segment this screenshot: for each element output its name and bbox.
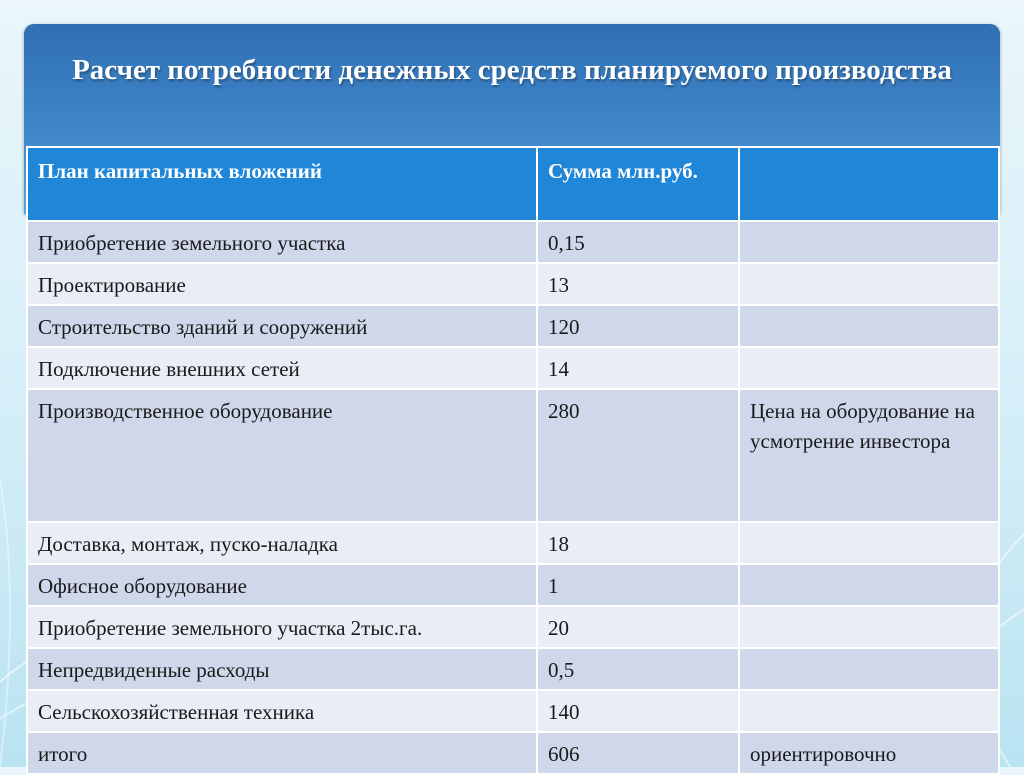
table-row <box>27 389 999 522</box>
row-sum: 1 <box>537 564 739 606</box>
row-note <box>739 564 999 606</box>
table-row <box>27 564 999 606</box>
row-item: Непредвиденные расходы <box>27 648 537 690</box>
row-item: Проектирование <box>27 263 537 305</box>
table-row-total <box>27 732 999 774</box>
row-sum: 14 <box>537 347 739 389</box>
row-item: Производственное оборудование <box>27 389 537 522</box>
row-note <box>739 347 999 389</box>
row-note <box>739 305 999 347</box>
row-item: Доставка, монтаж, пуско-наладка <box>27 522 537 564</box>
row-sum: 120 <box>537 305 739 347</box>
table-row <box>27 690 999 732</box>
row-sum: 0,5 <box>537 648 739 690</box>
row-sum: 0,15 <box>537 221 739 263</box>
row-item: Приобретение земельного участка 2тыс.га. <box>27 606 537 648</box>
row-item: Сельскохозяйственная техника <box>27 690 537 732</box>
header-item: План капитальных вложений <box>27 147 537 221</box>
row-sum: 18 <box>537 522 739 564</box>
row-note: Цена на оборудование на усмотрение инвестора <box>739 389 999 522</box>
row-sum: 13 <box>537 263 739 305</box>
row-sum: 606 <box>537 732 739 774</box>
table-row <box>27 263 999 305</box>
row-item: Подключение внешних сетей <box>27 347 537 389</box>
capital-investment-table <box>26 146 1000 775</box>
row-item: итого <box>27 732 537 774</box>
row-item: Приобретение земельного участка <box>27 221 537 263</box>
table-row <box>27 221 999 263</box>
table-row <box>27 648 999 690</box>
header-sum: Сумма млн.руб. <box>537 147 739 221</box>
row-note: ориентировочно <box>739 732 999 774</box>
row-note <box>739 606 999 648</box>
header-note <box>739 147 999 221</box>
slide-title: Расчет потребности денежных средств планируемого производства <box>72 54 952 86</box>
table-row <box>27 606 999 648</box>
table-header-row <box>27 147 999 221</box>
row-sum: 20 <box>537 606 739 648</box>
row-note <box>739 522 999 564</box>
table-row <box>27 347 999 389</box>
row-note <box>739 263 999 305</box>
row-item: Строительство зданий и сооружений <box>27 305 537 347</box>
row-note <box>739 690 999 732</box>
table-row <box>27 522 999 564</box>
table-row <box>27 305 999 347</box>
row-note <box>739 221 999 263</box>
row-note <box>739 648 999 690</box>
row-item: Офисное оборудование <box>27 564 537 606</box>
row-sum: 280 <box>537 389 739 522</box>
row-sum: 140 <box>537 690 739 732</box>
